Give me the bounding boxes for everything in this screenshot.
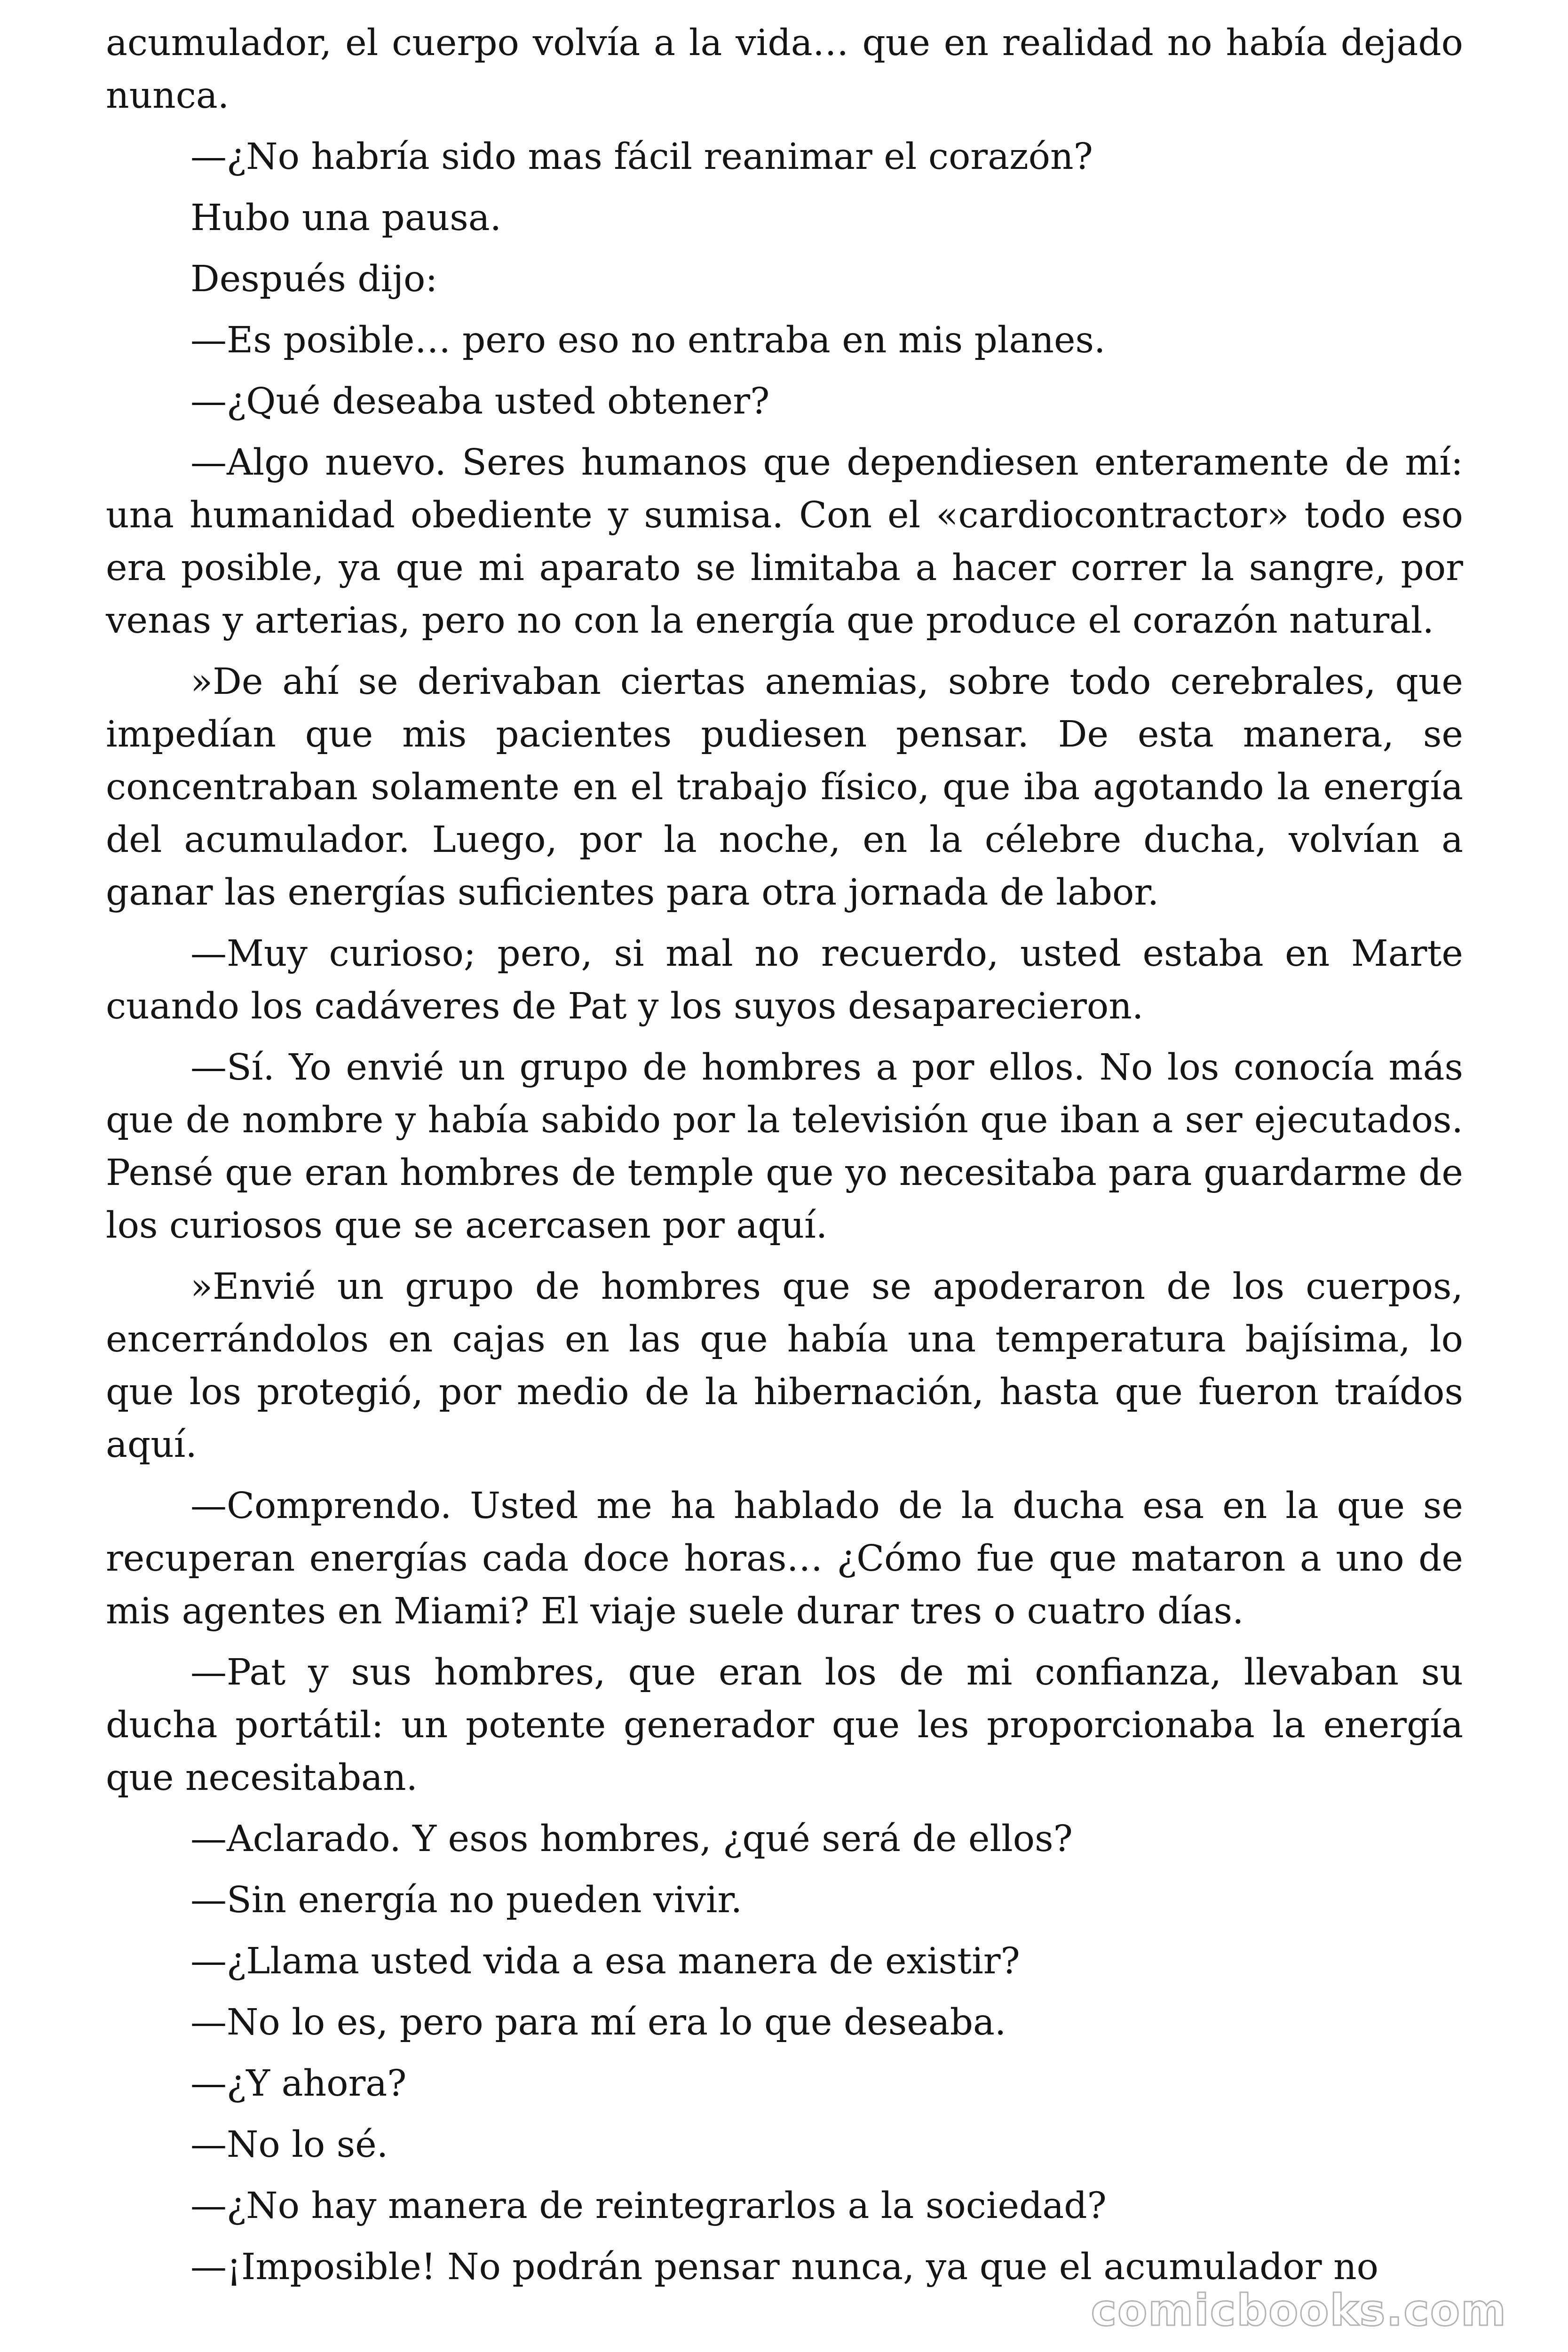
paragraph-7: —Algo nuevo. Seres humanos que dependiesen enteramente de mí: una humanidad obediente y sumisa. Con el «cardiocontractor» todo eso era posible, ya que mi aparato se limitaba a hacer correr la sangre, por venas y arterias, pero no con la energía que produce el corazón natural. (106, 442, 1463, 642)
paragraph-13: —Pat y sus hombres, que eran los de mi confianza, llevaban su ducha portátil: un potente generador que les proporcionaba la energía que necesitaban. (106, 1652, 1463, 1799)
paragraph-16: —¿Llama usted vida a esa manera de existir? (190, 1940, 1020, 1982)
paragraph-9: —Muy curioso; pero, si mal no recuerdo, usted estaba en Marte cuando los cadáveres de Pat y los suyos desaparecieron. (106, 933, 1463, 1027)
paragraph-6: —¿Qué deseaba usted obtener? (190, 381, 770, 422)
paragraph-20: —¿No hay manera de reintegrarlos a la sociedad? (190, 2185, 1107, 2227)
paragraph-15: —Sin energía no pueden vivir. (190, 1879, 743, 1921)
paragraph-4: Después dijo: (190, 258, 438, 300)
paragraph-2: —¿No habría sido mas fácil reanimar el corazón? (190, 136, 1093, 178)
paragraph-21: —¡Imposible! No podrán pensar nunca, ya que el acumulador no (190, 2246, 1379, 2288)
paragraph-5: —Es posible… pero eso no entraba en mis planes. (190, 319, 1106, 361)
paragraph-11: »Envié un grupo de hombres que se apoderaron de los cuerpos, encerrándolos en cajas en las que había una temperatura bajísima, lo que los protegió, por medio de la hibernación, hasta que fueron traídos aquí. (106, 1266, 1463, 1466)
paragraph-19: —No lo sé. (190, 2124, 388, 2166)
paragraph-18: —¿Y ahora? (190, 2063, 407, 2105)
watermark-logo: comicbooks.com (1091, 2285, 1507, 2336)
paragraph-10: —Sí. Yo envié un grupo de hombres a por ellos. No los conocía más que de nombre y había sabido por la televisión que iban a ser ejecutados. Pensé que eran hombres de temple que yo necesitaba para guardarme de los curiosos que se acercasen por aquí. (106, 1047, 1463, 1247)
book-page-text (106, 17, 1463, 2302)
paragraph-8: »De ahí se derivaban ciertas anemias, sobre todo cerebrales, que impedían que mis pacientes pudiesen pensar. De esta manera, se concentraban solamente en el trabajo físico, que iba agotando la energía del acumulador. Luego, por la noche, en la célebre ducha, volvían a ganar las energías suficientes para otra jornada de labor. (106, 661, 1463, 914)
paragraph-14: —Aclarado. Y esos hombres, ¿qué será de ellos? (190, 1818, 1073, 1860)
paragraph-17: —No lo es, pero para mí era lo que deseaba. (190, 2002, 1006, 2043)
paragraph-3: Hubo una pausa. (190, 197, 502, 239)
paragraph-12: —Comprendo. Usted me ha hablado de la ducha esa en la que se recuperan energías cada doce horas… ¿Cómo fue que mataron a uno de mis agentes en Miami? El viaje suele durar tres o cuatro días. (106, 1485, 1463, 1632)
paragraph-1: acumulador, el cuerpo volvía a la vida… que en realidad no había dejado nunca. (106, 22, 1463, 117)
